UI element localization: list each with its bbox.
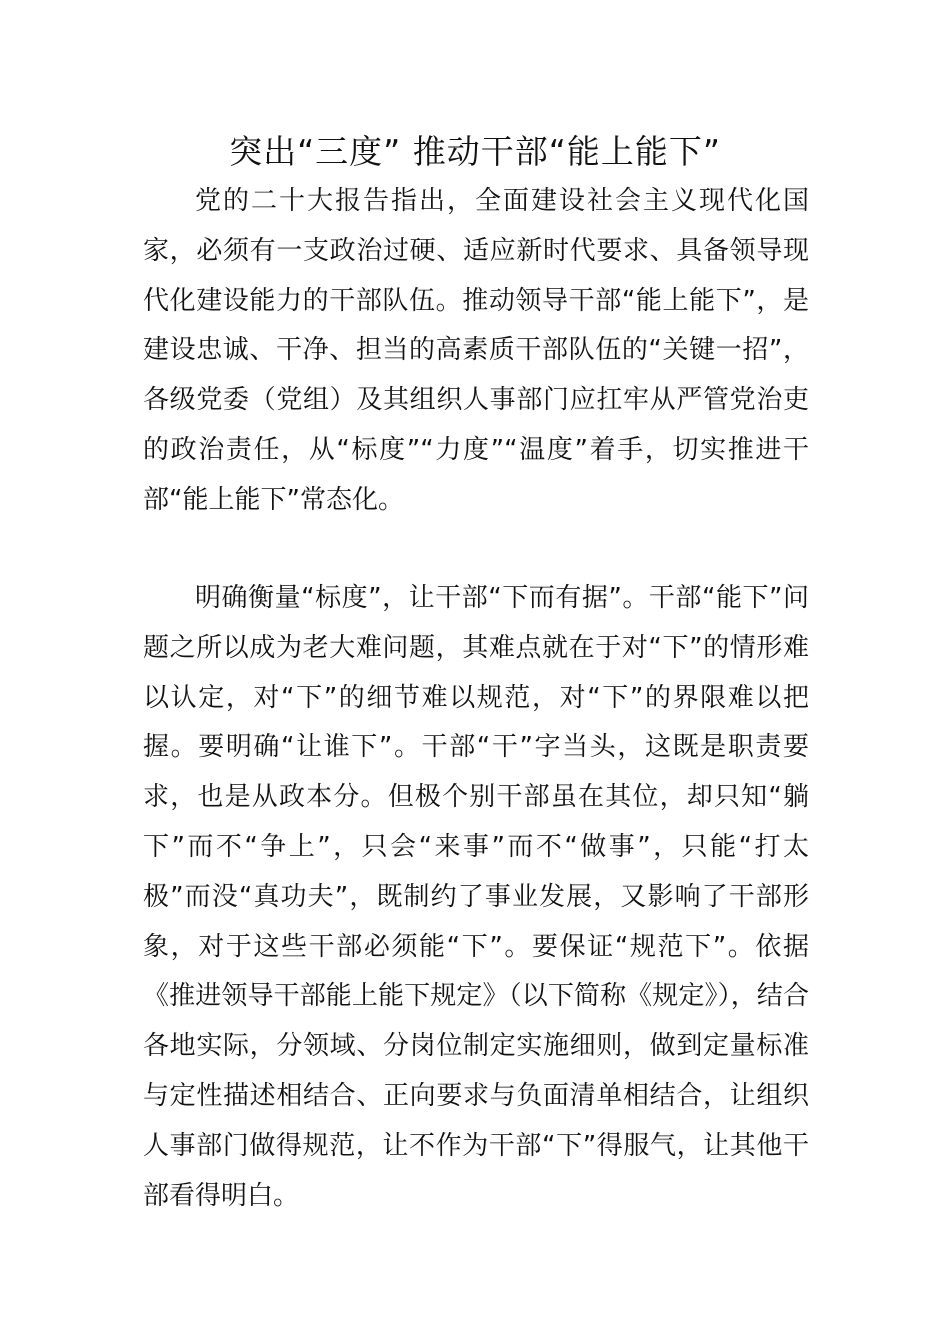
paragraph-standard: 明确衡量“标度”，让干部“下而有据”。干部“能下”问题之所以成为老大难问题，其难点就在于对“下”的情形难以认定，对“下”的细节难以规范，对“下”的界限难以把握。要明确“让谁下”。干部“干”字当头，这既是职责要求，也是从政本分。但极个别干部虽在其位，却只知“躺下”而不“争上”，只会“来事”而不“做事”，只能“打太极”而没“真功夫”，既制约了事业发展，又影响了干部形象，对于这些干部必须能“下”。要保证“规范下”。依据《推进领导干部能上能下规定》（以下简称《规定》），结合各地实际，分领域、分岗位制定实施细则，做到定量标准与定性描述相结合、正向要求与负面清单相结合，让组织人事部门做得规范，让不作为干部“下”得服气，让其他干部看得明白。: [143, 583, 809, 1211]
paragraph-intro: 党的二十大报告指出，全面建设社会主义现代化国家，必须有一支政治过硬、适应新时代要求、具备领导现代化建设能力的干部队伍。推动领导干部“能上能下”，是建设忠诚、干净、担当的高素质干部队伍的“关键一招”，各级党委（党组）及其组织人事部门应扛牢从严管党治吏的政治责任，从“标度”“力度”“温度”着手，切实推进干部“能上能下”常态化。: [143, 186, 809, 515]
document-title: 突出“三度” 推动干部“能上能下”: [229, 132, 721, 171]
